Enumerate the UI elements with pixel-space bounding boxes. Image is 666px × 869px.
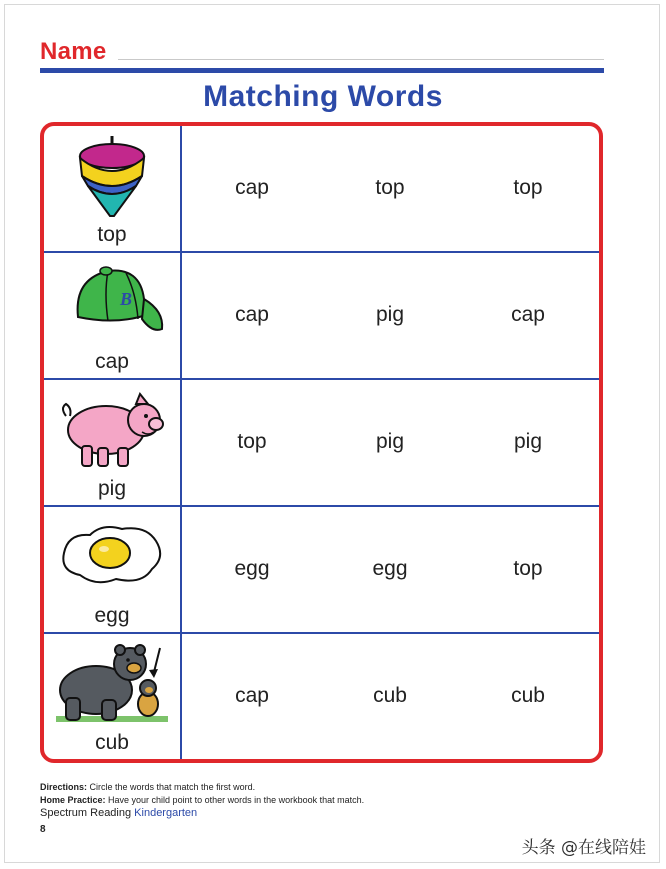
table-row xyxy=(44,507,599,634)
picture-cell xyxy=(44,634,180,761)
name-label: Name xyxy=(40,38,107,65)
table-row xyxy=(44,380,599,507)
choice-word[interactable]: egg xyxy=(372,557,408,580)
picture-label: cap xyxy=(95,350,129,373)
choice-word[interactable]: top xyxy=(513,176,543,199)
watermark: 头条 @在线陪娃 xyxy=(521,838,646,858)
picture-label: pig xyxy=(97,477,127,500)
top-icon xyxy=(56,132,168,222)
choice-word[interactable]: cap xyxy=(235,684,269,707)
table-row xyxy=(44,253,599,380)
choice-word[interactable]: pig xyxy=(375,430,405,453)
picture-cell xyxy=(44,126,180,253)
cap-logo-letter: B xyxy=(120,289,133,309)
choice-word[interactable]: top xyxy=(237,430,267,453)
page-number: 8 xyxy=(40,824,46,835)
choice-word[interactable]: pig xyxy=(375,303,405,326)
cap-icon xyxy=(56,259,168,349)
choice-word[interactable]: cub xyxy=(373,684,407,707)
bear-and-cub-icon xyxy=(56,640,168,730)
picture-label: top xyxy=(97,223,127,246)
directions-body: Circle the words that match the first word. xyxy=(87,782,256,792)
series-name: Spectrum Reading xyxy=(40,807,135,819)
picture-label: cub xyxy=(95,731,129,754)
directions-label: Directions: xyxy=(40,782,88,792)
matching-table xyxy=(40,122,603,763)
page-title: Matching Words xyxy=(203,80,443,113)
choice-word[interactable]: top xyxy=(375,176,405,199)
picture-label: egg xyxy=(94,604,130,627)
choice-word[interactable]: top xyxy=(513,557,543,580)
picture-cell xyxy=(44,253,180,380)
choice-word[interactable]: cap xyxy=(235,176,269,199)
egg-icon xyxy=(56,513,168,603)
pig-icon xyxy=(56,386,168,476)
choice-word[interactable]: cap xyxy=(235,303,269,326)
home-practice-body: Have your child point to other words in the workbook that match. xyxy=(105,795,365,805)
name-write-line xyxy=(118,59,604,60)
picture-cell xyxy=(44,380,180,507)
choice-word[interactable]: cub xyxy=(511,684,545,707)
series-footer xyxy=(40,807,197,819)
directions-text xyxy=(40,781,364,807)
choice-word[interactable]: egg xyxy=(234,557,270,580)
series-level: Kindergarten xyxy=(134,807,198,819)
table-row xyxy=(44,126,599,253)
table-row xyxy=(44,634,599,761)
name-rule xyxy=(40,68,604,73)
choice-word[interactable]: cap xyxy=(511,303,545,326)
choice-word[interactable]: pig xyxy=(513,430,543,453)
home-practice-label: Home Practice: xyxy=(40,795,106,805)
picture-cell xyxy=(44,507,180,634)
